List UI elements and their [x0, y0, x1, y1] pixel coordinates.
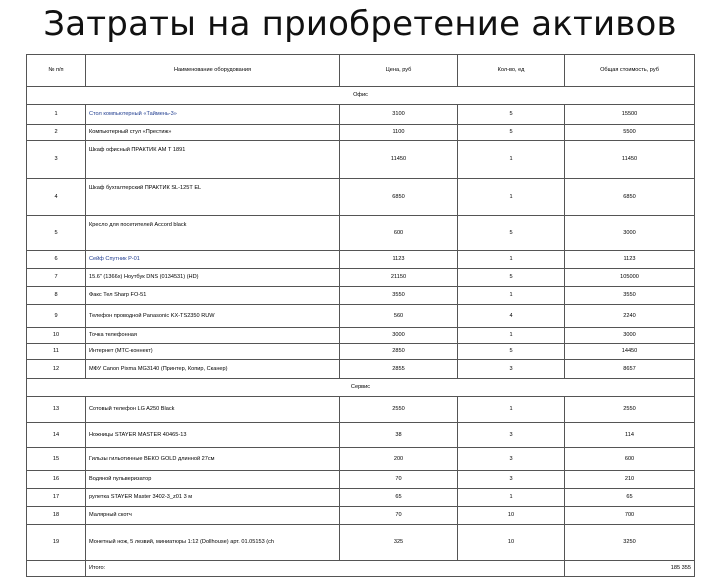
- row-price: 200: [340, 448, 458, 471]
- row-num: 14: [27, 423, 86, 448]
- row-price: 70: [340, 471, 458, 489]
- row-price: 70: [340, 507, 458, 525]
- row-price: 1123: [340, 251, 458, 269]
- row-name: Гильзы гильотинные ВЕКО GOLD длинной 27см: [86, 448, 340, 471]
- row-num: 11: [27, 344, 86, 360]
- table-row: [27, 125, 695, 141]
- row-name: Монетный нож, 5 лезвий, миниатюры 1:12 (Dollhouse) арт. 01.05153 (ch: [86, 525, 340, 561]
- table-row: [27, 179, 695, 216]
- row-name: Стол компьютерный «Таймень-3»: [86, 105, 340, 125]
- row-total: 3250: [565, 525, 695, 561]
- row-price: 65: [340, 489, 458, 507]
- row-price: 3100: [340, 105, 458, 125]
- row-num: 4: [27, 179, 86, 216]
- row-qty: 3: [458, 423, 565, 448]
- row-name: Сейф Спутник Р-01: [86, 251, 340, 269]
- table-row: [27, 251, 695, 269]
- table-row: [27, 360, 695, 379]
- row-total: 210: [565, 471, 695, 489]
- assets-table: [26, 54, 695, 577]
- row-name: Шкаф офисный ПРАКТИК AM Т 1891: [86, 141, 340, 179]
- row-qty: 10: [458, 525, 565, 561]
- row-qty: 10: [458, 507, 565, 525]
- row-qty: 1: [458, 141, 565, 179]
- section-row-service: [27, 379, 695, 397]
- row-name: Точка телефонная: [86, 328, 340, 344]
- header-num: № п/п: [27, 55, 86, 87]
- row-total: 1123: [565, 251, 695, 269]
- row-total: 3000: [565, 216, 695, 251]
- table-row: [27, 471, 695, 489]
- table-row: [27, 489, 695, 507]
- row-total: 8657: [565, 360, 695, 379]
- row-total: 114: [565, 423, 695, 448]
- row-name: Шкаф бухгалтерский ПРАКТИК SL-125Т EL: [86, 179, 340, 216]
- row-price: 325: [340, 525, 458, 561]
- table-row: [27, 507, 695, 525]
- row-name: Кресло для посетителей Accord black: [86, 216, 340, 251]
- table-row: [27, 525, 695, 561]
- table-row: [27, 141, 695, 179]
- row-num: 10: [27, 328, 86, 344]
- table-row: [27, 423, 695, 448]
- table-row: [27, 287, 695, 305]
- page-title: Затраты на приобретение активов: [43, 4, 677, 44]
- table-row: [27, 105, 695, 125]
- row-num: 3: [27, 141, 86, 179]
- row-total: 3550: [565, 287, 695, 305]
- table-row: [27, 216, 695, 251]
- row-price: 2855: [340, 360, 458, 379]
- row-total: 2550: [565, 397, 695, 423]
- row-qty: 1: [458, 489, 565, 507]
- row-total: 3000: [565, 328, 695, 344]
- row-total: 700: [565, 507, 695, 525]
- table-row: [27, 269, 695, 287]
- row-qty: 5: [458, 269, 565, 287]
- row-price: 600: [340, 216, 458, 251]
- row-name: Малярный скотч: [86, 507, 340, 525]
- row-num: 18: [27, 507, 86, 525]
- row-qty: 1: [458, 397, 565, 423]
- row-num: 15: [27, 448, 86, 471]
- row-num: 8: [27, 287, 86, 305]
- total-value: 185 355: [565, 561, 695, 577]
- total-row: [27, 561, 695, 577]
- row-name: Компьютерный стул «Престиж»: [86, 125, 340, 141]
- row-total: 105000: [565, 269, 695, 287]
- header-qty: Кол-во, ед: [458, 55, 565, 87]
- table-row: [27, 448, 695, 471]
- header-total: Общая стоимость, руб: [565, 55, 695, 87]
- row-qty: 5: [458, 344, 565, 360]
- table-row: [27, 397, 695, 423]
- section-service-label: Сервис: [27, 379, 695, 397]
- header-name: Наименование оборудования: [86, 55, 340, 87]
- row-total: 6850: [565, 179, 695, 216]
- row-qty: 5: [458, 125, 565, 141]
- row-total: 65: [565, 489, 695, 507]
- row-price: 3550: [340, 287, 458, 305]
- row-num: 7: [27, 269, 86, 287]
- row-qty: 4: [458, 305, 565, 328]
- row-name: Интернет (МТС-коннект): [86, 344, 340, 360]
- row-num: 12: [27, 360, 86, 379]
- row-name: Сотовый телефон LG A250 Black: [86, 397, 340, 423]
- row-name: рулетка STAYER Master 3402-3_z01 3 м: [86, 489, 340, 507]
- row-name: Телефон проводной Panasonic KX-TS2350 RUW: [86, 305, 340, 328]
- row-num: 17: [27, 489, 86, 507]
- row-qty: 5: [458, 105, 565, 125]
- section-row-office: [27, 87, 695, 105]
- row-price: 11450: [340, 141, 458, 179]
- total-num-empty: [27, 561, 86, 577]
- row-num: 1: [27, 105, 86, 125]
- row-price: 1100: [340, 125, 458, 141]
- row-total: 2240: [565, 305, 695, 328]
- row-num: 13: [27, 397, 86, 423]
- section-office-label: Офис: [27, 87, 695, 105]
- row-qty: 1: [458, 328, 565, 344]
- header-row: [27, 55, 695, 87]
- row-price: 560: [340, 305, 458, 328]
- row-name: Ножницы STAYER MASTER 40465-13: [86, 423, 340, 448]
- row-name: МФУ Canon Pixma MG3140 (Принтер, Копир, Сканер): [86, 360, 340, 379]
- row-price: 2850: [340, 344, 458, 360]
- row-num: 19: [27, 525, 86, 561]
- row-price: 38: [340, 423, 458, 448]
- row-total: 14450: [565, 344, 695, 360]
- row-num: 16: [27, 471, 86, 489]
- row-total: 11450: [565, 141, 695, 179]
- row-qty: 3: [458, 360, 565, 379]
- row-qty: 1: [458, 251, 565, 269]
- row-num: 6: [27, 251, 86, 269]
- row-price: 3000: [340, 328, 458, 344]
- row-qty: 5: [458, 216, 565, 251]
- total-label: Итого:: [86, 561, 565, 577]
- row-name: 15.6" (1366x) Ноутбук DNS (0134531) (HD): [86, 269, 340, 287]
- row-qty: 1: [458, 179, 565, 216]
- header-price: Цена, руб: [340, 55, 458, 87]
- row-total: 5500: [565, 125, 695, 141]
- table-row: [27, 328, 695, 344]
- row-price: 6850: [340, 179, 458, 216]
- row-qty: 3: [458, 471, 565, 489]
- row-qty: 1: [458, 287, 565, 305]
- row-name: Факс Тел Sharp FO-51: [86, 287, 340, 305]
- row-num: 2: [27, 125, 86, 141]
- row-qty: 3: [458, 448, 565, 471]
- row-price: 2550: [340, 397, 458, 423]
- row-total: 15500: [565, 105, 695, 125]
- row-num: 9: [27, 305, 86, 328]
- table-row: [27, 305, 695, 328]
- row-name: Водяной пульверизатор: [86, 471, 340, 489]
- table-row: [27, 344, 695, 360]
- row-price: 21150: [340, 269, 458, 287]
- row-total: 600: [565, 448, 695, 471]
- row-num: 5: [27, 216, 86, 251]
